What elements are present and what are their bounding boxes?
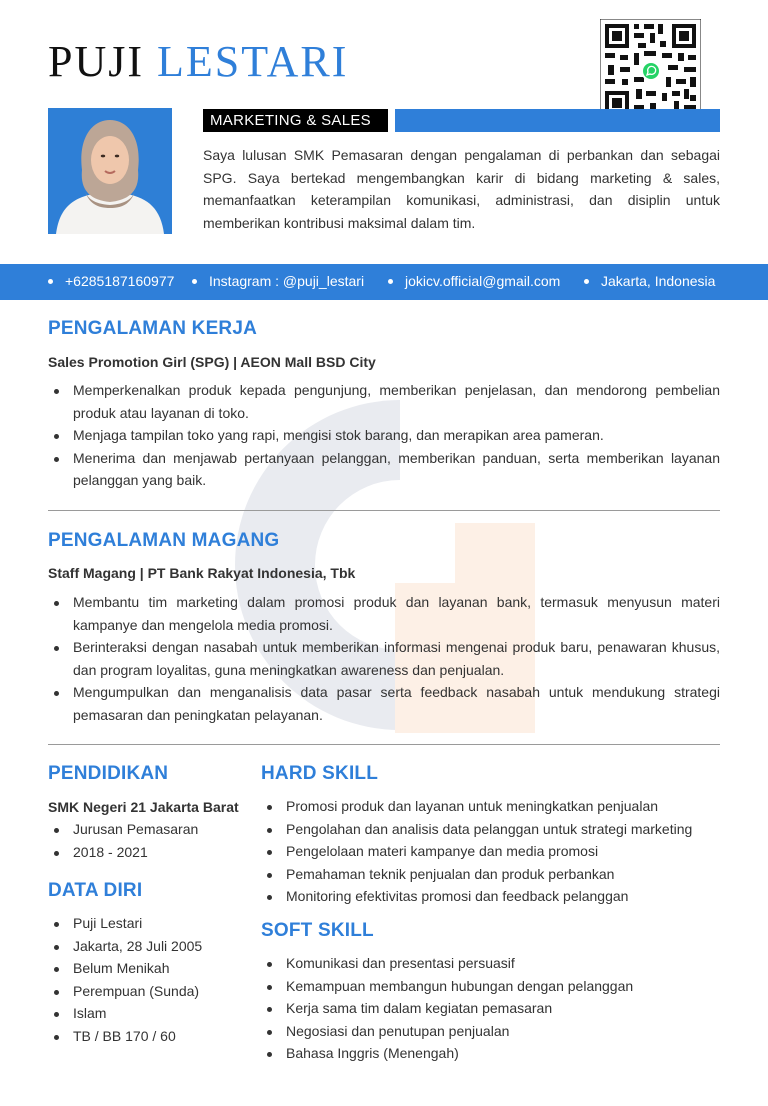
list-item: Perempuan (Sunda) [48, 980, 248, 1003]
list-item: Negosiasi dan penutupan penjualan [261, 1020, 721, 1043]
section-title-internship: PENGALAMAN MAGANG [48, 530, 280, 551]
internship-list [48, 591, 720, 726]
list-item: Membantu tim marketing dalam promosi produk dan layanan bank, termasuk menyusun materi kampanye dan mengelola media promosi. [48, 591, 720, 636]
education-school: SMK Negeri 21 Jakarta Barat [48, 799, 239, 815]
list-item: Mengumpulkan dan menganalisis data pasar serta feedback nasabah untuk mendukung strategi pemasaran dan peningkatan pelayanan. [48, 681, 720, 726]
list-item: Kemampuan membangun hubungan dengan pelanggan [261, 975, 721, 998]
list-item: Berinteraksi dengan nasabah untuk memberikan informasi mengenai produk baru, penawaran khusus, dan program loyalitas, guna meningkatkan awareness dan penjualan. [48, 636, 720, 681]
qr-code-icon[interactable] [600, 19, 701, 120]
list-item: Puji Lestari [48, 912, 248, 935]
list-item: Promosi produk dan layanan untuk meningkatkan penjualan [261, 795, 721, 818]
section-title-work: PENGALAMAN KERJA [48, 318, 258, 339]
list-item: Islam [48, 1002, 248, 1025]
list-item: Pengolahan dan analisis data pelanggan untuk strategi marketing [261, 818, 721, 841]
soft-skill-list [261, 952, 721, 1065]
list-item: Pengelolaan materi kampanye dan media promosi [261, 840, 721, 863]
list-item: Komunikasi dan presentasi persuasif [261, 952, 721, 975]
bullet-icon [584, 279, 589, 284]
list-item: Bahasa Inggris (Menengah) [261, 1042, 721, 1065]
list-item: Belum Menikah [48, 957, 248, 980]
bullet-icon [388, 279, 393, 284]
profile-photo [48, 108, 172, 234]
list-item: Memperkenalkan produk kepada pengunjung, memberikan penjelasan, dan mendorong pembelian produk atau layanan di toko. [48, 379, 720, 424]
section-title-education: PENDIDIKAN [48, 763, 169, 784]
list-item: Jakarta, 28 Juli 2005 [48, 935, 248, 958]
first-name: PUJI [48, 37, 145, 86]
section-title-hard-skill: HARD SKILL [261, 763, 379, 784]
work-job-title: Sales Promotion Girl (SPG) | AEON Mall BSD City [48, 354, 376, 370]
contact-bar [0, 264, 768, 300]
contact-phone[interactable]: +6285187160977 [48, 264, 174, 298]
personal-list [48, 912, 248, 1047]
work-list [48, 379, 720, 492]
list-item: Pemahaman teknik penjualan dan produk perbankan [261, 863, 721, 886]
full-name [48, 36, 348, 88]
list-item: TB / BB 170 / 60 [48, 1025, 248, 1048]
section-divider [48, 510, 720, 511]
role-label: MARKETING & SALES [203, 109, 388, 132]
profile-summary: Saya lulusan SMK Pemasaran dengan pengalaman di perbankan dan sebagai SPG. Saya bertekad mengembangkan karir di bidang marketing & sales, memanfaatkan keterampilan komunikasi, administrasi, dan disiplin untuk memberikan kontribusi maksimal dalam tim. [203, 147, 720, 231]
section-title-personal: DATA DIRI [48, 880, 143, 901]
contact-email[interactable]: jokicv.official@gmail.com [388, 264, 560, 298]
bullet-icon [48, 279, 53, 284]
education-list [48, 818, 248, 863]
internship-job-title: Staff Magang | PT Bank Rakyat Indonesia, Tbk [48, 565, 356, 581]
role-accent-bar [395, 109, 720, 132]
bullet-icon [192, 279, 197, 284]
last-name: LESTARI [157, 37, 349, 86]
contact-instagram[interactable]: Instagram : @puji_lestari [192, 264, 364, 298]
list-item: Menjaga tampilan toko yang rapi, mengisi stok barang, dan merapikan area pameran. [48, 424, 720, 447]
list-item: Kerja sama tim dalam kegiatan pemasaran [261, 997, 721, 1020]
list-item: Monitoring efektivitas promosi dan feedback pelanggan [261, 885, 721, 908]
list-item: 2018 - 2021 [48, 841, 248, 864]
list-item: Jurusan Pemasaran [48, 818, 248, 841]
section-title-soft-skill: SOFT SKILL [261, 920, 374, 941]
section-divider [48, 744, 720, 745]
list-item: Menerima dan menjawab pertanyaan pelanggan, memberikan panduan, serta memberikan layanan pelanggan yang baik. [48, 447, 720, 492]
hard-skill-list [261, 795, 721, 908]
contact-location: Jakarta, Indonesia [584, 264, 715, 298]
